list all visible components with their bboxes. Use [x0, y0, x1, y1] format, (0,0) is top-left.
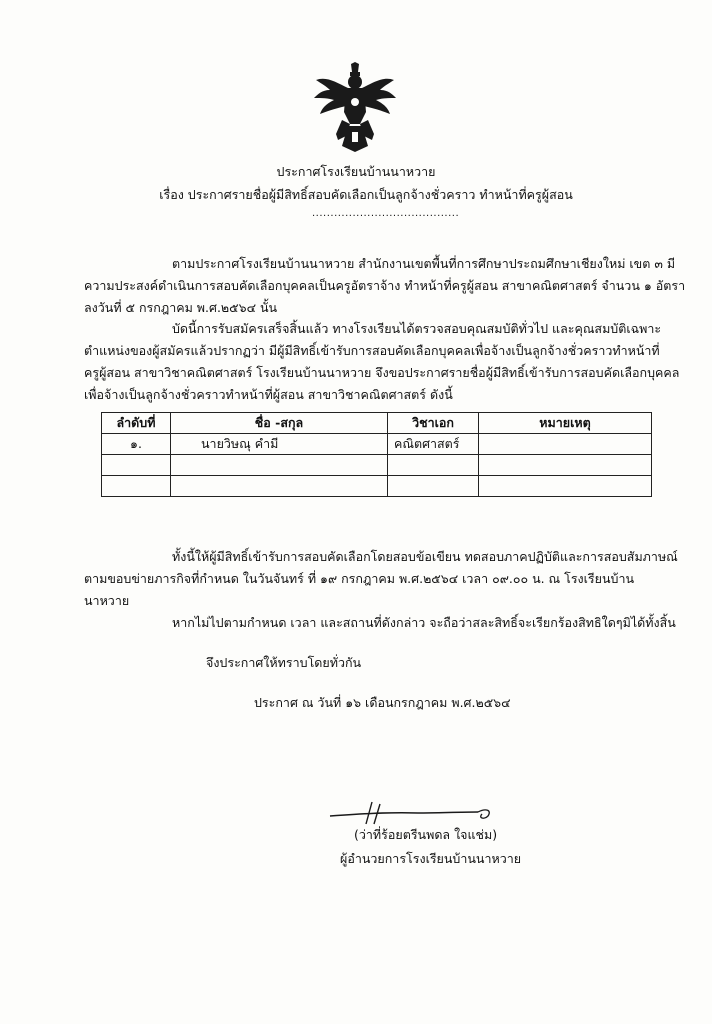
header-name: ชื่อ -สกุล: [171, 413, 388, 434]
cell-order: [102, 455, 171, 476]
cell-name: [171, 476, 388, 497]
paragraph-forfeit: หากไม่ไปตามกำหนด เวลา และสถานที่ดังกล่าว จะถือว่าสละสิทธิ์จะเรียกร้องสิทธิใดๆมิได้ทั้งสิ้น: [172, 615, 676, 630]
paragraph-line: ตามประกาศโรงเรียนบ้านนาหวาย สำนักงานเขตพื้นที่การศึกษาประถมศึกษาเชียงใหม่ เขต ๓ มี: [172, 256, 676, 271]
cell-name: นายวิษณุ คำมี: [171, 434, 388, 455]
cell-remark: [479, 455, 652, 476]
handwritten-signature: [328, 800, 498, 826]
cell-name: [171, 455, 388, 476]
table-header-row: [102, 413, 652, 434]
header-order: ลำดับที่: [102, 413, 171, 434]
table-row: [102, 455, 652, 476]
table-row: [102, 476, 652, 497]
header-remark: หมายเหตุ: [479, 413, 652, 434]
cell-major: [388, 455, 479, 476]
paragraph-line: ลงวันที่ ๕ กรกฎาคม พ.ศ.๒๕๖๔ นั้น: [84, 300, 278, 315]
paragraph-line: ตามขอบข่ายภารกิจที่กำหนด ในวันจันทร์ ที่ ๑๙ กรกฎาคม พ.ศ.๒๕๖๔ เวลา ๐๙.๐๐ น. ณ โรงเรียนบ้าน: [84, 571, 635, 586]
title-separator: ........................................: [312, 208, 460, 219]
paragraph-exam-schedule: [84, 546, 678, 612]
paragraph-line: ความประสงค์ดำเนินการสอบคัดเลือกบุคคลเป็นครูอัตราจ้าง ทำหน้าที่ครูผู้สอน สาขาคณิตศาสตร์ จำนวน ๑ อัตรา: [84, 278, 686, 293]
announcement-date: ประกาศ ณ วันที่ ๑๖ เดือนกรกฎาคม พ.ศ.๒๕๖๔: [254, 695, 511, 710]
signer-position: ผู้อำนวยการโรงเรียนบ้านนาหวาย: [340, 851, 522, 866]
paragraph-line: นาหวาย: [84, 593, 130, 608]
cell-remark: [479, 434, 652, 455]
cell-order: ๑.: [102, 434, 171, 455]
announcement-title: ประกาศโรงเรียนบ้านนาหวาย: [276, 164, 436, 179]
cell-remark: [479, 476, 652, 497]
paragraph-line: เพื่อจ้างเป็นลูกจ้างชั่วคราวทำหน้าที่ผู้สอน สาขาวิชาคณิตศาสตร์ ดังนี้: [84, 387, 453, 402]
table-row: [102, 434, 652, 455]
cell-major: [388, 476, 479, 497]
announcement-subject: เรื่อง ประกาศรายชื่อผู้มีสิทธิ์สอบคัดเลือกเป็นลูกจ้างชั่วคราว ทำหน้าที่ครูผู้สอน: [159, 187, 573, 202]
garuda-emblem-icon: [312, 62, 398, 154]
cell-order: [102, 476, 171, 497]
paragraph-line: ทั้งนี้ให้ผู้มีสิทธิ์เข้ารับการสอบคัดเลือกโดยสอบข้อเขียน ทดสอบภาคปฏิบัติและการสอบสัมภาษณ์: [172, 549, 678, 564]
signer-name: (ว่าที่ร้อยตรีนพดล ใจแช่ม): [354, 827, 498, 842]
paragraph-intro: [84, 253, 686, 319]
paragraph-line: ตำแหน่งของผู้สมัครแล้วปรากฏว่า มีผู้มีสิทธิ์เข้ารับการสอบคัดเลือกบุคคลเพื่อจ้างเป็นลูกจ้างชั่วคราวทำหน้าที่: [84, 343, 660, 358]
closing-line: จึงประกาศให้ทราบโดยทั่วกัน: [206, 655, 362, 670]
cell-major: คณิตศาสตร์: [388, 434, 479, 455]
paragraph-result: [84, 318, 680, 406]
paragraph-line: ครูผู้สอน สาขาวิชาคณิตศาสตร์ โรงเรียนบ้านนาหวาย จึงขอประกาศรายชื่อผู้มีสิทธิ์เข้ารับการสอบคัดเลือกบุคคล: [84, 365, 680, 380]
candidate-table: [101, 412, 652, 497]
header-major: วิชาเอก: [388, 413, 479, 434]
paragraph-line: บัดนี้การรับสมัครเสร็จสิ้นแล้ว ทางโรงเรียนได้ตรวจสอบคุณสมบัติทั่วไป และคุณสมบัติเฉพาะ: [172, 321, 662, 336]
